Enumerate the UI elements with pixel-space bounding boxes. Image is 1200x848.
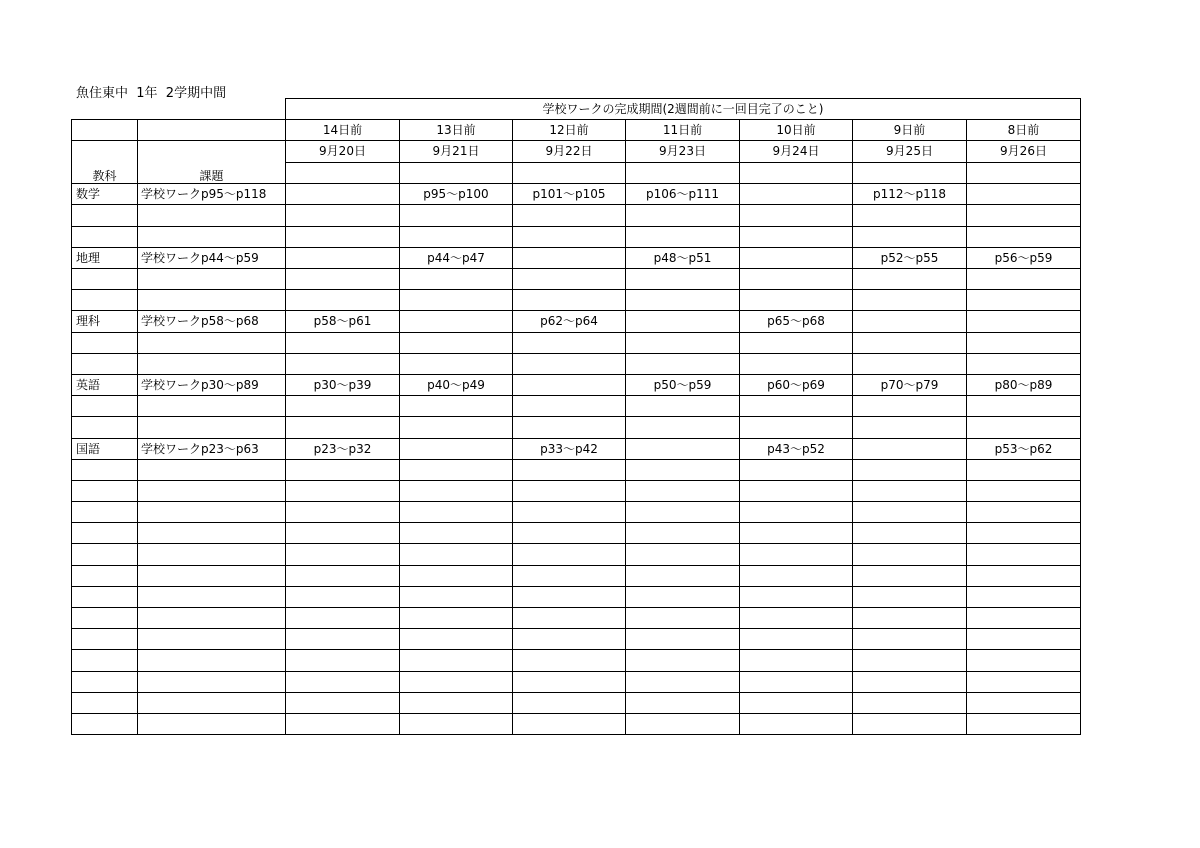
subject-cell: 数学 — [72, 184, 138, 205]
page-range-cell — [400, 438, 513, 459]
page-range-cell — [740, 205, 853, 226]
page-range-cell: p43～p52 — [740, 438, 853, 459]
page-range-cell — [513, 332, 626, 353]
page-range-cell — [740, 608, 853, 629]
page-range-cell — [740, 332, 853, 353]
page-range-cell — [967, 523, 1081, 544]
page-range-cell — [853, 713, 967, 734]
table-row — [72, 586, 1081, 607]
schedule-table — [71, 98, 1081, 735]
page-range-cell — [626, 269, 740, 290]
page-range-cell — [400, 692, 513, 713]
task-cell — [138, 269, 286, 290]
page-range-cell — [513, 544, 626, 565]
task-cell: 学校ワークp30～p89 — [138, 374, 286, 395]
table-row — [72, 438, 1081, 459]
page-range-cell — [853, 671, 967, 692]
table-row — [72, 290, 1081, 311]
task-cell — [138, 332, 286, 353]
page-range-cell — [400, 523, 513, 544]
page-range-cell — [853, 205, 967, 226]
page-range-cell — [967, 565, 1081, 586]
table-row — [72, 247, 1081, 268]
page-range-cell: p33～p42 — [513, 438, 626, 459]
page-range-cell — [400, 226, 513, 247]
task-cell — [138, 502, 286, 523]
blank-cell — [626, 162, 740, 184]
task-cell: 学校ワークp44～p59 — [138, 247, 286, 268]
table-row — [72, 311, 1081, 332]
page-range-cell — [967, 480, 1081, 501]
page-range-cell — [740, 586, 853, 607]
subject-cell — [72, 544, 138, 565]
subject-cell: 地理 — [72, 247, 138, 268]
page-range-cell — [967, 629, 1081, 650]
page-range-cell — [853, 269, 967, 290]
period-header: 学校ワークの完成期間(2週間前に一回目完了のこと) — [286, 99, 1081, 120]
page-range-cell — [740, 269, 853, 290]
page-range-cell — [286, 480, 400, 501]
page-range-cell — [853, 692, 967, 713]
page-range-cell — [967, 417, 1081, 438]
page-range-cell: p23～p32 — [286, 438, 400, 459]
page-range-cell — [626, 290, 740, 311]
table-row — [72, 565, 1081, 586]
table-row — [72, 692, 1081, 713]
page-range-cell — [513, 608, 626, 629]
page-range-cell — [967, 608, 1081, 629]
page-range-cell — [286, 205, 400, 226]
page-range-cell — [400, 650, 513, 671]
page-range-cell: p56～p59 — [967, 247, 1081, 268]
page-range-cell — [740, 290, 853, 311]
page-range-cell — [400, 459, 513, 480]
page-range-cell — [513, 396, 626, 417]
page-range-cell — [286, 713, 400, 734]
task-cell — [138, 586, 286, 607]
page-range-cell: p44～p47 — [400, 247, 513, 268]
page-range-cell — [626, 396, 740, 417]
subject-cell — [72, 459, 138, 480]
page-range-cell — [286, 332, 400, 353]
table-row — [72, 332, 1081, 353]
days-before-row — [72, 120, 1081, 141]
page-range-cell — [853, 480, 967, 501]
page-range-cell — [513, 523, 626, 544]
page-range-cell — [513, 650, 626, 671]
task-cell — [138, 565, 286, 586]
subject-cell — [72, 671, 138, 692]
page-range-cell — [286, 629, 400, 650]
days-before-cell: 10日前 — [740, 120, 853, 141]
subject-cell — [72, 650, 138, 671]
page-range-cell — [286, 459, 400, 480]
page-range-cell — [626, 332, 740, 353]
page-range-cell — [400, 290, 513, 311]
page-range-cell — [740, 417, 853, 438]
page-range-cell — [740, 353, 853, 374]
page-range-cell — [286, 650, 400, 671]
page-range-cell — [513, 247, 626, 268]
subject-cell: 英語 — [72, 374, 138, 395]
table-row — [72, 671, 1081, 692]
page-range-cell — [967, 205, 1081, 226]
subject-cell — [72, 502, 138, 523]
page-range-cell — [740, 650, 853, 671]
page-range-cell — [286, 290, 400, 311]
page-range-cell: p106～p111 — [626, 184, 740, 205]
sheet-title: 魚住東中 1年 2学期中間 — [76, 86, 227, 101]
page-range-cell — [626, 523, 740, 544]
page-range-cell: p80～p89 — [967, 374, 1081, 395]
table-row — [72, 353, 1081, 374]
page-range-cell: p60～p69 — [740, 374, 853, 395]
task-cell — [138, 629, 286, 650]
date-cell: 9月23日 — [626, 141, 740, 162]
subject-cell — [72, 523, 138, 544]
table-row — [72, 184, 1081, 205]
subject-cell — [72, 692, 138, 713]
subject-cell — [72, 608, 138, 629]
page-range-cell — [400, 417, 513, 438]
subject-cell — [72, 290, 138, 311]
table-row — [72, 608, 1081, 629]
page-range-cell — [967, 332, 1081, 353]
subject-cell — [72, 417, 138, 438]
page-range-cell — [513, 374, 626, 395]
page-range-cell: p112～p118 — [853, 184, 967, 205]
page-range-cell — [967, 184, 1081, 205]
blank-cell — [72, 120, 138, 141]
subject-cell — [72, 226, 138, 247]
page-range-cell — [853, 459, 967, 480]
table-row — [72, 629, 1081, 650]
page-range-cell — [853, 332, 967, 353]
page-range-cell — [286, 586, 400, 607]
subject-cell — [72, 713, 138, 734]
page-range-cell — [626, 226, 740, 247]
page-range-cell — [967, 586, 1081, 607]
subject-cell: 国語 — [72, 438, 138, 459]
page-range-cell — [626, 417, 740, 438]
page-range-cell — [740, 713, 853, 734]
task-cell — [138, 205, 286, 226]
page-range-cell — [626, 608, 740, 629]
page-range-cell — [967, 650, 1081, 671]
page-range-cell — [967, 692, 1081, 713]
page-range-cell — [626, 438, 740, 459]
task-cell — [138, 396, 286, 417]
table-row — [72, 205, 1081, 226]
page-range-cell — [853, 586, 967, 607]
blank-cell — [72, 141, 138, 162]
blank-cell — [286, 162, 400, 184]
page-range-cell — [740, 565, 853, 586]
date-row — [72, 141, 1081, 162]
page-range-cell: p48～p51 — [626, 247, 740, 268]
blank-cell — [967, 162, 1081, 184]
page-range-cell — [513, 205, 626, 226]
page-range-cell — [400, 608, 513, 629]
subject-cell — [72, 205, 138, 226]
page-range-cell — [513, 290, 626, 311]
days-before-cell: 12日前 — [513, 120, 626, 141]
blank-cell — [740, 162, 853, 184]
table-row — [72, 226, 1081, 247]
table-row — [72, 480, 1081, 501]
page-range-cell — [967, 311, 1081, 332]
page-range-cell — [513, 269, 626, 290]
table-row — [72, 396, 1081, 417]
page-range-cell — [400, 586, 513, 607]
task-column-label: 課題 — [138, 162, 286, 184]
table-row — [72, 269, 1081, 290]
page-range-cell — [286, 565, 400, 586]
task-cell — [138, 544, 286, 565]
days-before-cell: 13日前 — [400, 120, 513, 141]
task-cell — [138, 480, 286, 501]
page-range-cell — [626, 480, 740, 501]
page-range-cell — [626, 671, 740, 692]
days-before-cell: 14日前 — [286, 120, 400, 141]
task-cell: 学校ワークp58～p68 — [138, 311, 286, 332]
page-range-cell — [740, 480, 853, 501]
page-range-cell — [740, 692, 853, 713]
page-range-cell — [853, 438, 967, 459]
page-range-cell: p50～p59 — [626, 374, 740, 395]
page-range-cell — [853, 502, 967, 523]
page-range-cell — [626, 692, 740, 713]
date-cell: 9月20日 — [286, 141, 400, 162]
task-cell — [138, 671, 286, 692]
page-range-cell — [286, 544, 400, 565]
page-range-cell — [400, 269, 513, 290]
page-range-cell — [400, 311, 513, 332]
page-range-cell — [740, 226, 853, 247]
page-range-cell — [626, 353, 740, 374]
page-range-cell — [400, 396, 513, 417]
table-row — [72, 459, 1081, 480]
page-range-cell — [853, 226, 967, 247]
page-range-cell: p58～p61 — [286, 311, 400, 332]
page-range-cell — [967, 459, 1081, 480]
page-range-cell — [513, 480, 626, 501]
page-range-cell — [967, 713, 1081, 734]
page-range-cell — [626, 650, 740, 671]
page-range-cell — [967, 671, 1081, 692]
page-range-cell — [967, 269, 1081, 290]
blank-cell — [853, 162, 967, 184]
date-cell: 9月22日 — [513, 141, 626, 162]
page-range-cell — [400, 502, 513, 523]
page-range-cell — [400, 332, 513, 353]
subject-cell — [72, 480, 138, 501]
column-label-row — [72, 162, 1081, 184]
page-range-cell — [286, 502, 400, 523]
page-range-cell — [853, 396, 967, 417]
task-cell — [138, 353, 286, 374]
subject-cell — [72, 353, 138, 374]
page-range-cell — [740, 629, 853, 650]
page-range-cell — [740, 247, 853, 268]
page-range-cell — [626, 459, 740, 480]
blank-cell — [513, 162, 626, 184]
page-range-cell — [740, 671, 853, 692]
page-range-cell — [513, 353, 626, 374]
page-range-cell — [286, 247, 400, 268]
page-range-cell — [286, 226, 400, 247]
subject-column-label: 教科 — [72, 162, 138, 184]
page-range-cell — [853, 523, 967, 544]
days-before-cell: 8日前 — [967, 120, 1081, 141]
task-cell — [138, 459, 286, 480]
task-cell — [138, 608, 286, 629]
date-cell: 9月24日 — [740, 141, 853, 162]
page-range-cell: p40～p49 — [400, 374, 513, 395]
page-range-cell — [513, 565, 626, 586]
subject-cell — [72, 629, 138, 650]
task-cell — [138, 650, 286, 671]
page-range-cell — [626, 502, 740, 523]
page-range-cell — [513, 502, 626, 523]
page-range-cell — [853, 565, 967, 586]
page-range-cell: p53～p62 — [967, 438, 1081, 459]
page-range-cell — [626, 544, 740, 565]
task-cell — [138, 290, 286, 311]
page-range-cell — [740, 184, 853, 205]
page-range-cell — [853, 417, 967, 438]
subject-cell — [72, 396, 138, 417]
page-range-cell — [853, 311, 967, 332]
blank-cell — [138, 141, 286, 162]
task-cell — [138, 417, 286, 438]
subject-cell — [72, 269, 138, 290]
page-range-cell — [400, 629, 513, 650]
page-range-cell — [400, 671, 513, 692]
task-cell — [138, 226, 286, 247]
days-before-cell: 9日前 — [853, 120, 967, 141]
blank-cell — [138, 99, 286, 120]
page-range-cell: p95～p100 — [400, 184, 513, 205]
table-row — [72, 374, 1081, 395]
page-range-cell: p30～p39 — [286, 374, 400, 395]
table-row — [72, 544, 1081, 565]
date-cell: 9月26日 — [967, 141, 1081, 162]
page-range-cell — [967, 502, 1081, 523]
page-range-cell — [286, 269, 400, 290]
subject-cell — [72, 332, 138, 353]
page-range-cell — [400, 205, 513, 226]
table-row — [72, 650, 1081, 671]
page-range-cell — [513, 226, 626, 247]
page-range-cell — [740, 544, 853, 565]
table-row — [72, 502, 1081, 523]
task-cell: 学校ワークp95～p118 — [138, 184, 286, 205]
page-range-cell — [740, 459, 853, 480]
page-range-cell — [967, 544, 1081, 565]
page-range-cell — [740, 396, 853, 417]
task-cell — [138, 713, 286, 734]
page-range-cell — [853, 629, 967, 650]
page-range-cell — [513, 586, 626, 607]
page-range-cell — [400, 353, 513, 374]
page-range-cell — [853, 353, 967, 374]
task-cell — [138, 692, 286, 713]
page-range-cell — [513, 713, 626, 734]
page-range-cell — [626, 205, 740, 226]
blank-cell — [72, 99, 138, 120]
page-range-cell — [967, 353, 1081, 374]
page-range-cell — [286, 184, 400, 205]
date-cell: 9月21日 — [400, 141, 513, 162]
blank-cell — [400, 162, 513, 184]
page-range-cell — [626, 713, 740, 734]
page-range-cell: p65～p68 — [740, 311, 853, 332]
page-range-cell — [286, 692, 400, 713]
page-range-cell — [286, 396, 400, 417]
table-row — [72, 417, 1081, 438]
date-cell: 9月25日 — [853, 141, 967, 162]
subject-cell — [72, 586, 138, 607]
page-range-cell — [626, 311, 740, 332]
page-range-cell — [513, 629, 626, 650]
page-range-cell — [740, 523, 853, 544]
days-before-cell: 11日前 — [626, 120, 740, 141]
page-range-cell — [853, 608, 967, 629]
page-range-cell — [967, 396, 1081, 417]
page-range-cell — [626, 565, 740, 586]
page-range-cell: p62～p64 — [513, 311, 626, 332]
page-range-cell — [853, 290, 967, 311]
page-range-cell — [513, 459, 626, 480]
blank-cell — [138, 120, 286, 141]
page-range-cell — [513, 671, 626, 692]
page-range-cell: p101～p105 — [513, 184, 626, 205]
task-cell: 学校ワークp23～p63 — [138, 438, 286, 459]
subject-cell — [72, 565, 138, 586]
table-row — [72, 523, 1081, 544]
page-range-cell — [286, 523, 400, 544]
page-range-cell — [853, 650, 967, 671]
page-range-cell — [740, 502, 853, 523]
page-range-cell — [626, 629, 740, 650]
page-range-cell — [513, 417, 626, 438]
task-cell — [138, 523, 286, 544]
page-range-cell — [967, 226, 1081, 247]
period-header-row — [72, 99, 1081, 120]
page-range-cell — [400, 565, 513, 586]
page-range-cell — [286, 608, 400, 629]
subject-cell: 理科 — [72, 311, 138, 332]
page-range-cell — [626, 586, 740, 607]
page-range-cell — [400, 544, 513, 565]
page-range-cell — [967, 290, 1081, 311]
page-range-cell: p70～p79 — [853, 374, 967, 395]
page-range-cell — [513, 692, 626, 713]
page-range-cell — [400, 713, 513, 734]
page-range-cell — [853, 544, 967, 565]
page-range-cell: p52～p55 — [853, 247, 967, 268]
page-range-cell — [286, 417, 400, 438]
page-range-cell — [286, 353, 400, 374]
page-range-cell — [286, 671, 400, 692]
page-range-cell — [400, 480, 513, 501]
table-row — [72, 713, 1081, 734]
